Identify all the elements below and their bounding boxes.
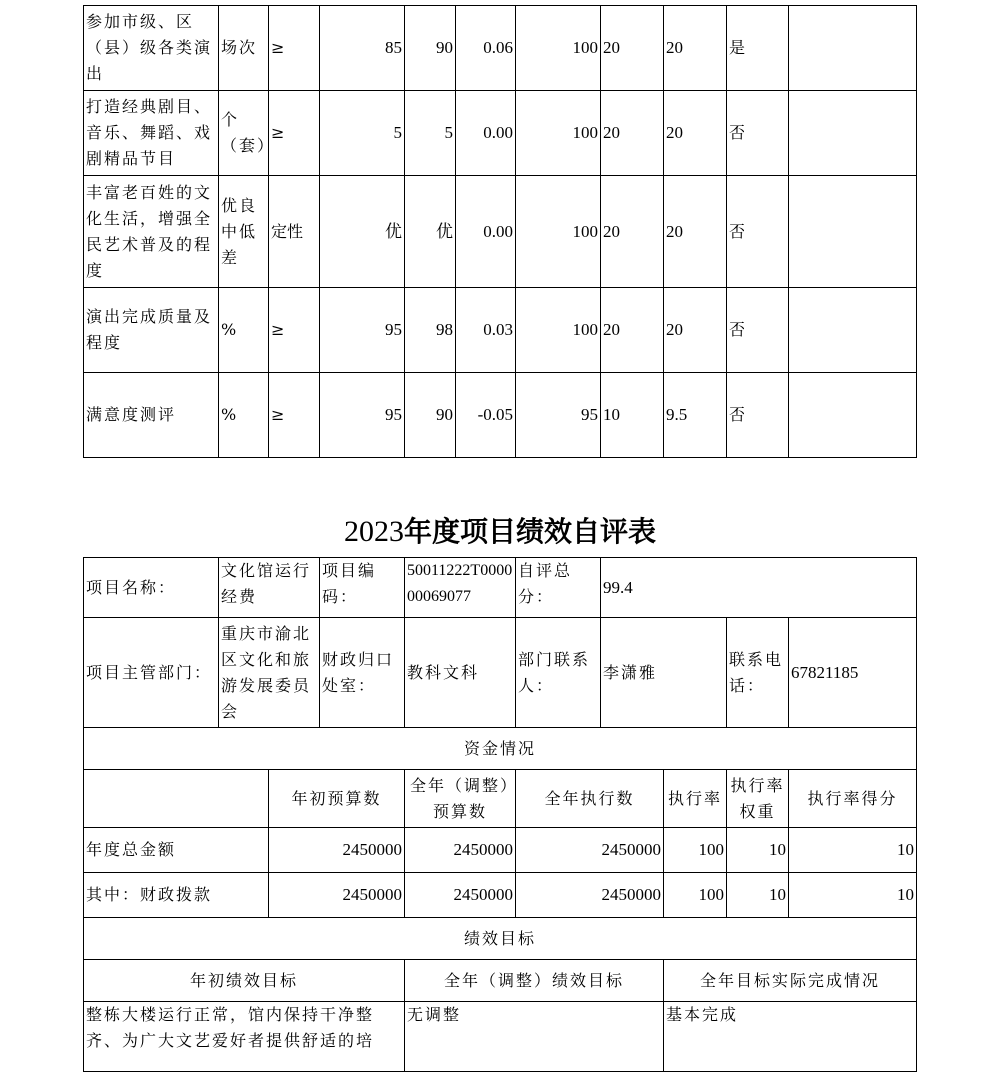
indicator-rate: 100 — [516, 176, 601, 288]
indicator-row — [84, 373, 917, 458]
indicator-rate: 100 — [516, 288, 601, 373]
goals-header-initial: 年初绩效目标 — [84, 960, 405, 1002]
funds-initial-value: 2450000 — [269, 873, 405, 918]
indicator-score: 20 — [664, 91, 727, 176]
indicator-note — [789, 91, 917, 176]
indicator-row — [84, 91, 917, 176]
funds-adjusted-value: 2450000 — [405, 828, 516, 873]
indicator-target: 85 — [320, 6, 405, 91]
indicator-unit: % — [219, 373, 269, 458]
indicator-actual: 90 — [405, 373, 456, 458]
indicator-note — [789, 176, 917, 288]
goals-section-row — [84, 918, 917, 960]
project-code-value: 50011222T000000069077 — [405, 558, 516, 618]
funds-row-label: 年度总金额 — [84, 828, 269, 873]
funds-rate-value: 100 — [664, 873, 727, 918]
funds-header-score: 执行率得分 — [789, 770, 917, 828]
indicator-target: 优 — [320, 176, 405, 288]
indicator-weight: 20 — [601, 288, 664, 373]
department-row — [84, 618, 917, 728]
indicator-unit: 场次 — [219, 6, 269, 91]
self-score-label: 自评总分： — [516, 558, 601, 618]
funds-section-row — [84, 728, 917, 770]
indicator-deviation: 0.00 — [456, 91, 516, 176]
project-name-label: 项目名称： — [84, 558, 219, 618]
indicator-flag: 是 — [727, 6, 789, 91]
office-value: 教科文科 — [405, 618, 516, 728]
funds-executed-value: 2450000 — [516, 873, 664, 918]
indicator-rate: 100 — [516, 6, 601, 91]
funds-total-row — [84, 828, 917, 873]
indicator-flag: 否 — [727, 91, 789, 176]
dept-label: 项目主管部门： — [84, 618, 219, 728]
indicator-deviation: 0.03 — [456, 288, 516, 373]
title-text: 年度项目绩效自评表 — [403, 515, 656, 548]
goals-section-title: 绩效目标 — [84, 918, 917, 960]
indicator-name: 满意度测评 — [84, 373, 219, 458]
indicator-name: 丰富老百姓的文化生活，增强全民艺术普及的程度 — [84, 176, 219, 288]
indicator-target: 95 — [320, 288, 405, 373]
funds-weight-value: 10 — [727, 828, 789, 873]
indicator-score: 9.5 — [664, 373, 727, 458]
funds-fiscal-row — [84, 873, 917, 918]
indicator-row — [84, 288, 917, 373]
indicator-score: 20 — [664, 176, 727, 288]
indicator-row — [84, 6, 917, 91]
indicator-name: 参加市级、区（县）级各类演出 — [84, 6, 219, 91]
funds-header-blank — [84, 770, 269, 828]
self-score-value: 99.4 — [601, 558, 917, 618]
indicator-deviation: -0.05 — [456, 373, 516, 458]
goals-actual-text: 基本完成 — [664, 1002, 917, 1072]
indicator-unit: 优良中低差 — [219, 176, 269, 288]
page-title — [0, 510, 1000, 550]
funds-header-weight: 执行率权重 — [727, 770, 789, 828]
goals-adjusted-text: 无调整 — [405, 1002, 664, 1072]
indicator-row — [84, 176, 917, 288]
goals-header-row — [84, 960, 917, 1002]
indicator-flag: 否 — [727, 288, 789, 373]
indicator-unit: 个（套） — [219, 91, 269, 176]
funds-initial-value: 2450000 — [269, 828, 405, 873]
indicator-actual: 5 — [405, 91, 456, 176]
indicator-deviation: 0.06 — [456, 6, 516, 91]
project-name-value: 文化馆运行经费 — [219, 558, 320, 618]
indicator-target: 95 — [320, 373, 405, 458]
funds-rate-value: 100 — [664, 828, 727, 873]
funds-header-adjusted: 全年（调整）预算数 — [405, 770, 516, 828]
funds-header-executed: 全年执行数 — [516, 770, 664, 828]
goals-header-actual: 全年目标实际完成情况 — [664, 960, 917, 1002]
project-name-row — [84, 558, 917, 618]
indicator-operator: 定性 — [269, 176, 320, 288]
funds-score-value: 10 — [789, 828, 917, 873]
dept-value: 重庆市渝北区文化和旅游发展委员会 — [219, 618, 320, 728]
indicator-weight: 20 — [601, 6, 664, 91]
funds-score-value: 10 — [789, 873, 917, 918]
indicator-deviation: 0.00 — [456, 176, 516, 288]
funds-executed-value: 2450000 — [516, 828, 664, 873]
indicator-actual: 优 — [405, 176, 456, 288]
indicator-flag: 否 — [727, 373, 789, 458]
phone-label: 联系电话： — [727, 618, 789, 728]
goals-header-adjusted: 全年（调整）绩效目标 — [405, 960, 664, 1002]
funds-header-rate: 执行率 — [664, 770, 727, 828]
indicator-weight: 20 — [601, 91, 664, 176]
indicator-score: 20 — [664, 6, 727, 91]
indicator-name: 打造经典剧目、音乐、舞蹈、戏剧精品节目 — [84, 91, 219, 176]
indicator-weight: 20 — [601, 176, 664, 288]
title-year: 2023 — [343, 515, 404, 548]
goals-content-row — [84, 1002, 917, 1072]
funds-header-initial: 年初预算数 — [269, 770, 405, 828]
goals-initial-text: 整栋大楼运行正常，馆内保持干净整齐、为广大文艺爱好者提供舒适的培 — [84, 1002, 405, 1072]
evaluation-table — [83, 557, 917, 1072]
indicator-operator: ≥ — [269, 91, 320, 176]
indicator-unit: % — [219, 288, 269, 373]
indicator-score: 20 — [664, 288, 727, 373]
indicator-note — [789, 373, 917, 458]
funds-section-title: 资金情况 — [84, 728, 917, 770]
indicator-rate: 95 — [516, 373, 601, 458]
funds-adjusted-value: 2450000 — [405, 873, 516, 918]
contact-value: 李潇雅 — [601, 618, 727, 728]
office-label: 财政归口处室： — [320, 618, 405, 728]
indicator-note — [789, 6, 917, 91]
contact-label: 部门联系人： — [516, 618, 601, 728]
project-code-label: 项目编码： — [320, 558, 405, 618]
funds-row-label: 其中：财政拨款 — [84, 873, 269, 918]
funds-weight-value: 10 — [727, 873, 789, 918]
indicator-table — [83, 5, 917, 458]
indicator-actual: 90 — [405, 6, 456, 91]
indicator-operator: ≥ — [269, 288, 320, 373]
indicator-operator: ≥ — [269, 373, 320, 458]
indicator-operator: ≥ — [269, 6, 320, 91]
indicator-weight: 10 — [601, 373, 664, 458]
indicator-flag: 否 — [727, 176, 789, 288]
funds-header-row — [84, 770, 917, 828]
indicator-note — [789, 288, 917, 373]
indicator-actual: 98 — [405, 288, 456, 373]
indicator-name: 演出完成质量及程度 — [84, 288, 219, 373]
indicator-rate: 100 — [516, 91, 601, 176]
phone-value: 67821185 — [789, 618, 917, 728]
indicator-target: 5 — [320, 91, 405, 176]
